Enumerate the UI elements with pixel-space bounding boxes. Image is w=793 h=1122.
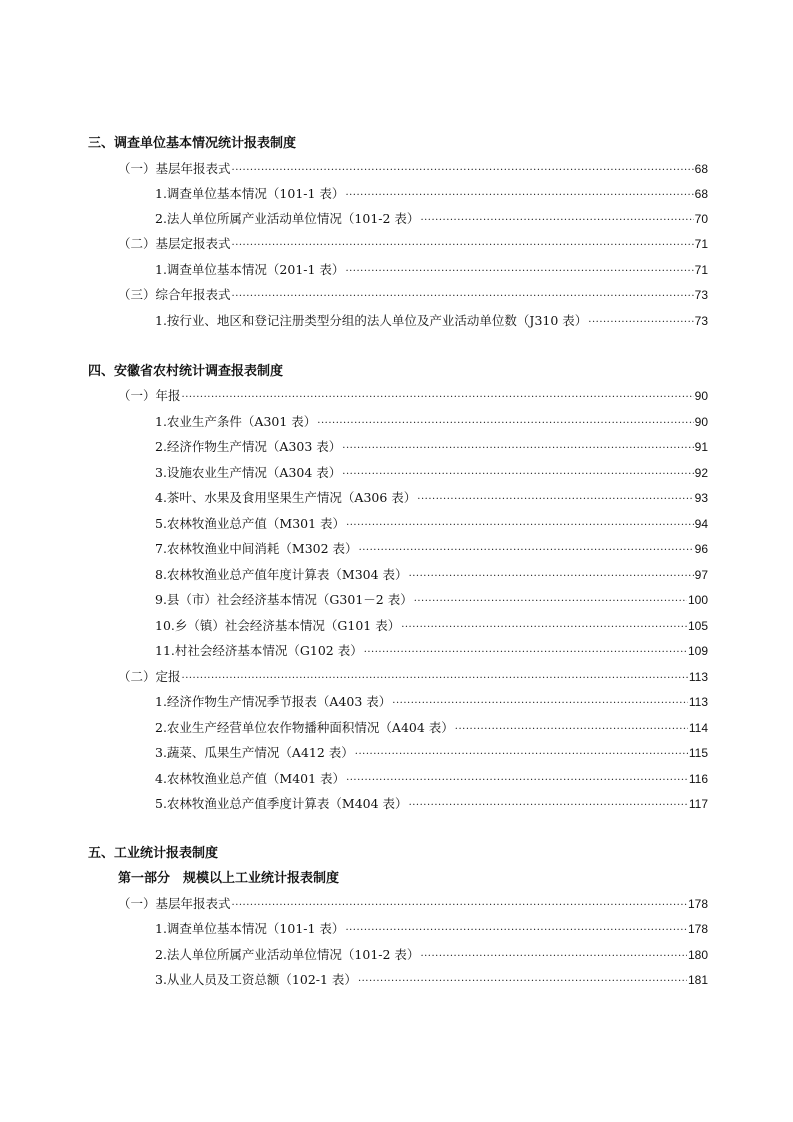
toc-label: （三）综合年报表式 bbox=[118, 287, 231, 302]
leader-dots bbox=[392, 696, 688, 712]
toc-label: 1.经济作物生产情况季节报表（A403 表） bbox=[155, 694, 392, 709]
toc-item-entry[interactable] bbox=[155, 618, 708, 636]
toc-page-number: 113 bbox=[688, 695, 708, 709]
toc-label: （二）基层定报表式 bbox=[118, 236, 231, 251]
toc-label: 5.农林牧渔业总产值（M301 表） bbox=[155, 516, 346, 531]
toc-label: 2.法人单位所属产业活动单位情况（101-2 表） bbox=[155, 211, 420, 226]
section-heading: 五、工业统计报表制度 bbox=[88, 846, 219, 861]
leader-dots bbox=[342, 441, 693, 457]
leader-dots bbox=[182, 671, 688, 687]
toc-label: 11.村社会经济基本情况（G102 表） bbox=[155, 643, 363, 658]
toc-page-number: 91 bbox=[694, 440, 708, 454]
leader-dots bbox=[342, 467, 693, 483]
toc-item-entry[interactable] bbox=[155, 186, 708, 204]
leader-dots bbox=[345, 923, 687, 939]
toc-label: 1.调查单位基本情况（101-1 表） bbox=[155, 921, 345, 936]
leader-dots bbox=[232, 163, 694, 179]
toc-label: 3.设施农业生产情况（A304 表） bbox=[155, 465, 342, 480]
toc-item-entry[interactable] bbox=[155, 592, 708, 610]
toc-group-entry[interactable] bbox=[118, 236, 708, 254]
toc-group-entry[interactable] bbox=[118, 669, 708, 687]
toc-label: 3.蔬菜、瓜果生产情况（A412 表） bbox=[155, 745, 354, 760]
toc-group-entry[interactable] bbox=[118, 896, 708, 914]
leader-dots bbox=[417, 492, 693, 508]
toc-item-entry[interactable] bbox=[155, 439, 708, 457]
toc-item-entry[interactable] bbox=[155, 490, 708, 508]
toc-label: 4.农林牧渔业总产值（M401 表） bbox=[155, 771, 346, 786]
leader-dots bbox=[345, 264, 693, 280]
toc-item-entry[interactable] bbox=[155, 643, 708, 661]
leader-dots bbox=[358, 974, 687, 990]
toc-label: 9.县（市）社会经济基本情况（G301－2 表） bbox=[155, 592, 413, 607]
toc-group-entry[interactable] bbox=[118, 161, 708, 179]
leader-dots bbox=[232, 898, 687, 914]
toc-page-number: 73 bbox=[694, 288, 708, 302]
toc-item-entry[interactable] bbox=[155, 947, 708, 965]
toc-item-entry[interactable] bbox=[155, 745, 708, 763]
toc-label: 1.农业生产条件（A301 表） bbox=[155, 414, 317, 429]
toc-item-entry[interactable] bbox=[155, 921, 708, 939]
toc-page-number: 178 bbox=[687, 897, 708, 911]
toc-page-number: 117 bbox=[688, 797, 708, 811]
leader-dots bbox=[409, 569, 694, 585]
toc-label: （一）基层年报表式 bbox=[118, 896, 231, 911]
toc-label: 5.农林牧渔业总产值季度计算表（M404 表） bbox=[155, 796, 408, 811]
toc-item-entry[interactable] bbox=[155, 720, 708, 738]
toc-label: 10.乡（镇）社会经济基本情况（G101 表） bbox=[155, 618, 401, 633]
leader-dots bbox=[420, 949, 687, 965]
toc-page-number: 92 bbox=[694, 466, 708, 480]
leader-dots bbox=[345, 188, 693, 204]
toc-label: （一）基层年报表式 bbox=[118, 161, 231, 176]
toc-page-number: 70 bbox=[694, 212, 708, 226]
toc-item-entry[interactable] bbox=[155, 541, 708, 559]
toc-item-entry[interactable] bbox=[155, 694, 708, 712]
leader-dots bbox=[232, 289, 694, 305]
leader-dots bbox=[401, 620, 687, 636]
toc-item-entry[interactable] bbox=[155, 262, 708, 280]
toc-item-entry[interactable] bbox=[155, 796, 708, 814]
toc-item-entry[interactable] bbox=[155, 771, 708, 789]
toc-page-number: 90 bbox=[694, 415, 708, 429]
leader-dots bbox=[346, 518, 694, 534]
leader-dots bbox=[232, 238, 694, 254]
toc-label: 2.法人单位所属产业活动单位情况（101-2 表） bbox=[155, 947, 420, 962]
toc-page-number: 97 bbox=[694, 568, 708, 582]
toc-page-number: 71 bbox=[694, 237, 708, 251]
leader-dots bbox=[414, 594, 687, 610]
toc-label: 3.从业人员及工资总额（102-1 表） bbox=[155, 972, 357, 987]
toc-page-number: 113 bbox=[688, 670, 708, 684]
leader-dots bbox=[182, 390, 694, 406]
toc-page-number: 115 bbox=[688, 746, 708, 760]
toc-page-number: 178 bbox=[687, 922, 708, 936]
toc-item-entry[interactable] bbox=[155, 516, 708, 534]
toc-page-number: 71 bbox=[694, 263, 708, 277]
leader-dots bbox=[364, 645, 687, 661]
toc-page-number: 94 bbox=[694, 517, 708, 531]
toc-page-number: 100 bbox=[687, 593, 708, 607]
toc-item-entry[interactable] bbox=[155, 465, 708, 483]
toc-item-entry[interactable] bbox=[155, 313, 708, 331]
toc-label: 2.经济作物生产情况（A303 表） bbox=[155, 439, 342, 454]
toc-page-number: 68 bbox=[694, 162, 708, 176]
toc-page-number: 181 bbox=[687, 973, 708, 987]
toc-page-number: 73 bbox=[694, 314, 708, 328]
leader-dots bbox=[317, 416, 693, 432]
leader-dots bbox=[359, 543, 694, 559]
leader-dots bbox=[355, 747, 688, 763]
toc-item-entry[interactable] bbox=[155, 211, 708, 229]
toc-label: 4.茶叶、水果及食用坚果生产情况（A306 表） bbox=[155, 490, 417, 505]
toc-page-number: 105 bbox=[687, 619, 708, 633]
toc-label: 2.农业生产经营单位农作物播种面积情况（A404 表） bbox=[155, 720, 454, 735]
section-heading: 三、调查单位基本情况统计报表制度 bbox=[88, 136, 297, 151]
toc-page-number: 116 bbox=[688, 772, 708, 786]
toc-group-entry[interactable] bbox=[118, 287, 708, 305]
toc-page-number: 96 bbox=[694, 542, 708, 556]
part-heading: 第一部分 规模以上工业统计报表制度 bbox=[118, 871, 340, 886]
toc-page-number: 180 bbox=[687, 948, 708, 962]
toc-page-number: 90 bbox=[694, 389, 708, 403]
leader-dots bbox=[455, 722, 688, 738]
toc-item-entry[interactable] bbox=[155, 414, 708, 432]
section-heading: 四、安徽省农村统计调查报表制度 bbox=[88, 364, 284, 379]
toc-label: 1.调查单位基本情况（101-1 表） bbox=[155, 186, 345, 201]
toc-item-entry[interactable] bbox=[155, 567, 708, 585]
leader-dots bbox=[346, 773, 688, 789]
leader-dots bbox=[588, 315, 693, 331]
toc-page-number: 93 bbox=[694, 491, 708, 505]
toc-group-entry[interactable] bbox=[118, 388, 708, 406]
toc-label: 7.农林牧渔业中间消耗（M302 表） bbox=[155, 541, 358, 556]
toc-page-number: 109 bbox=[687, 644, 708, 658]
toc-label: （一）年报 bbox=[118, 388, 181, 403]
toc-label: 8.农林牧渔业总产值年度计算表（M304 表） bbox=[155, 567, 408, 582]
toc-label: （二）定报 bbox=[118, 669, 181, 684]
toc-item-entry[interactable] bbox=[155, 972, 708, 990]
toc-label: 1.调查单位基本情况（201-1 表） bbox=[155, 262, 345, 277]
leader-dots bbox=[409, 798, 688, 814]
toc-label: 1.按行业、地区和登记注册类型分组的法人单位及产业活动单位数（J310 表） bbox=[155, 313, 588, 328]
toc-page-number: 114 bbox=[688, 721, 708, 735]
toc-page-number: 68 bbox=[694, 187, 708, 201]
leader-dots bbox=[420, 213, 693, 229]
